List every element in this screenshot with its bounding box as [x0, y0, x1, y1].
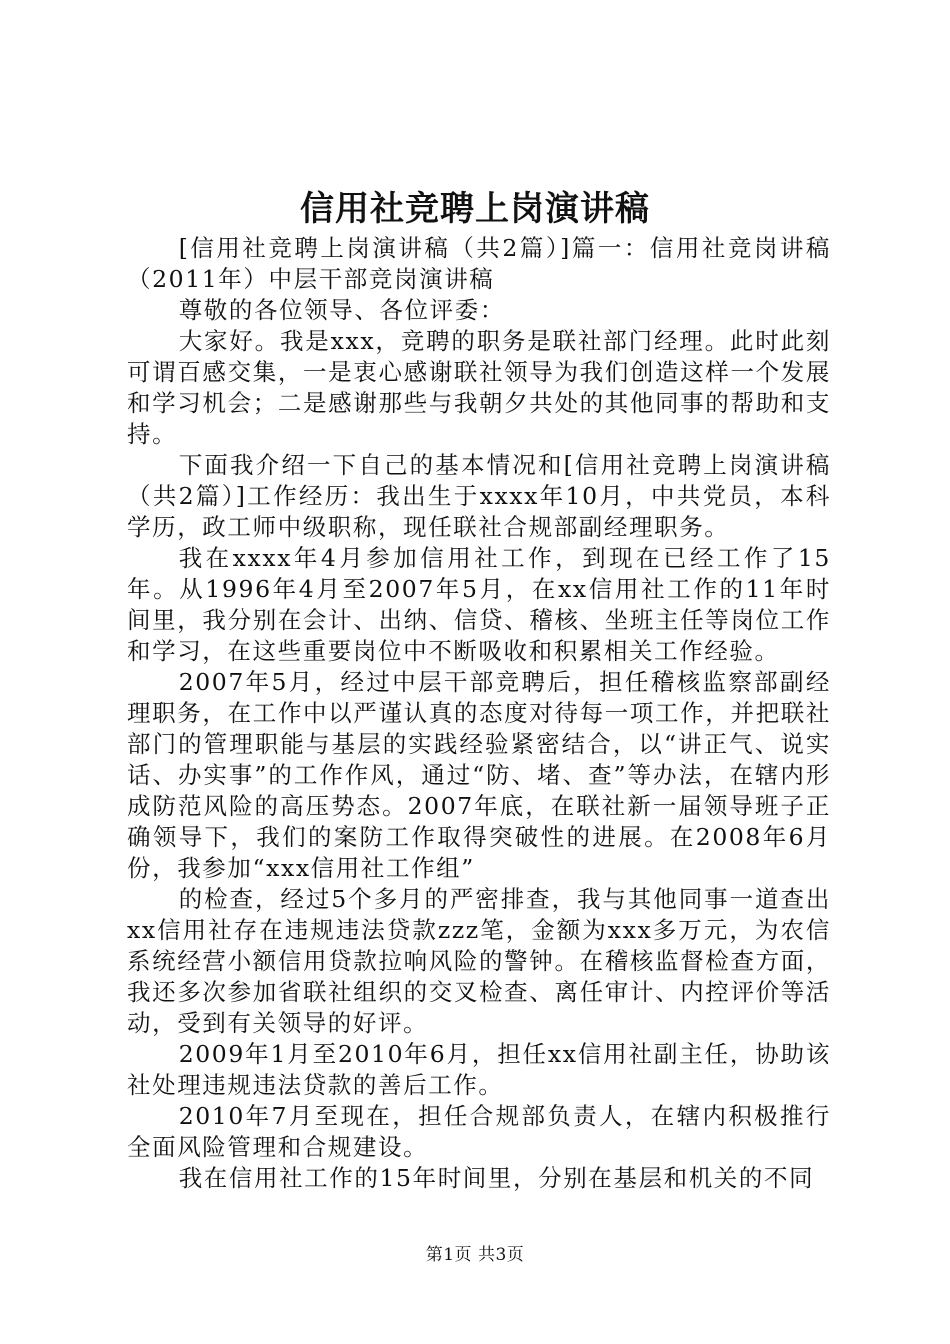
paragraph: 我在信用社工作的15年时间里，分别在基层和机关的不同 — [178, 1164, 815, 1192]
paragraph: [信用社竞聘上岗演讲稿（共2篇）]篇一：信用社竞岗讲稿（2011年）中层干部竞岗演讲稿 — [127, 234, 831, 293]
document-body — [127, 233, 831, 1194]
paragraph: 的检查，经过5个多月的严密排查，我与其他同事一道查出xx信用社存在违规违法贷款zzz笔，金额为xxx多万元，为农信系统经营小额信用贷款拉响风险的警钟。在稽核监督检查方面，我还多次参加省联社组织的交叉检查、离任审计、内控评价等活动，受到有关领导的好评。 — [127, 885, 831, 1037]
paragraph: 大家好。我是xxx，竞聘的职务是联社部门经理。此时此刻可谓百感交集，一是衷心感谢联社领导为我们创造这样一个发展和学习机会；二是感谢那些与我朝夕共处的其他同事的帮助和支持。 — [127, 327, 831, 448]
paragraph: 2009年1月至2010年6月，担任xx信用社副主任，协助该社处理违规违法贷款的善后工作。 — [127, 1040, 831, 1099]
paragraph: 尊敬的各位领导、各位评委： — [178, 296, 505, 324]
paragraph: 2010年7月至现在，担任合规部负责人，在辖内积极推行全面风险管理和合规建设。 — [127, 1102, 831, 1161]
paragraph: 下面我介绍一下自己的基本情况和[信用社竞聘上岗演讲稿（共2篇）]工作经历：我出生于xxxx年10月，中共党员，本科学历，政工师中级职称，现任联社合规部副经理职务。 — [127, 451, 831, 541]
paragraph: 我在xxxx年4月参加信用社工作，到现在已经工作了15年。从1996年4月至2007年5月，在xx信用社工作的11年时间里，我分别在会计、出纳、信贷、稽核、坐班主任等岗位工作和学习，在这些重要岗位中不断吸收和积累相关工作经验。 — [127, 544, 831, 665]
page-number-footer: 第1页 共3页 — [425, 1245, 525, 1265]
paragraph: 2007年5月，经过中层干部竞聘后，担任稽核监察部副经理职务，在工作中以严谨认真的态度对待每一项工作，并把联社部门的管理职能与基层的实践经验紧密结合，以“讲正气、说实话、办实事”的工作作风，通过“防、堵、查”等办法，在辖内形成防范风险的高压势态。2007年底，在联社新一届领导班子正确领导下，我们的案防工作取得突破性的进展。在2008年6月份，我参加“xxx信用社工作组” — [127, 668, 831, 882]
document-title: 信用社竞聘上岗演讲稿 — [300, 189, 650, 229]
